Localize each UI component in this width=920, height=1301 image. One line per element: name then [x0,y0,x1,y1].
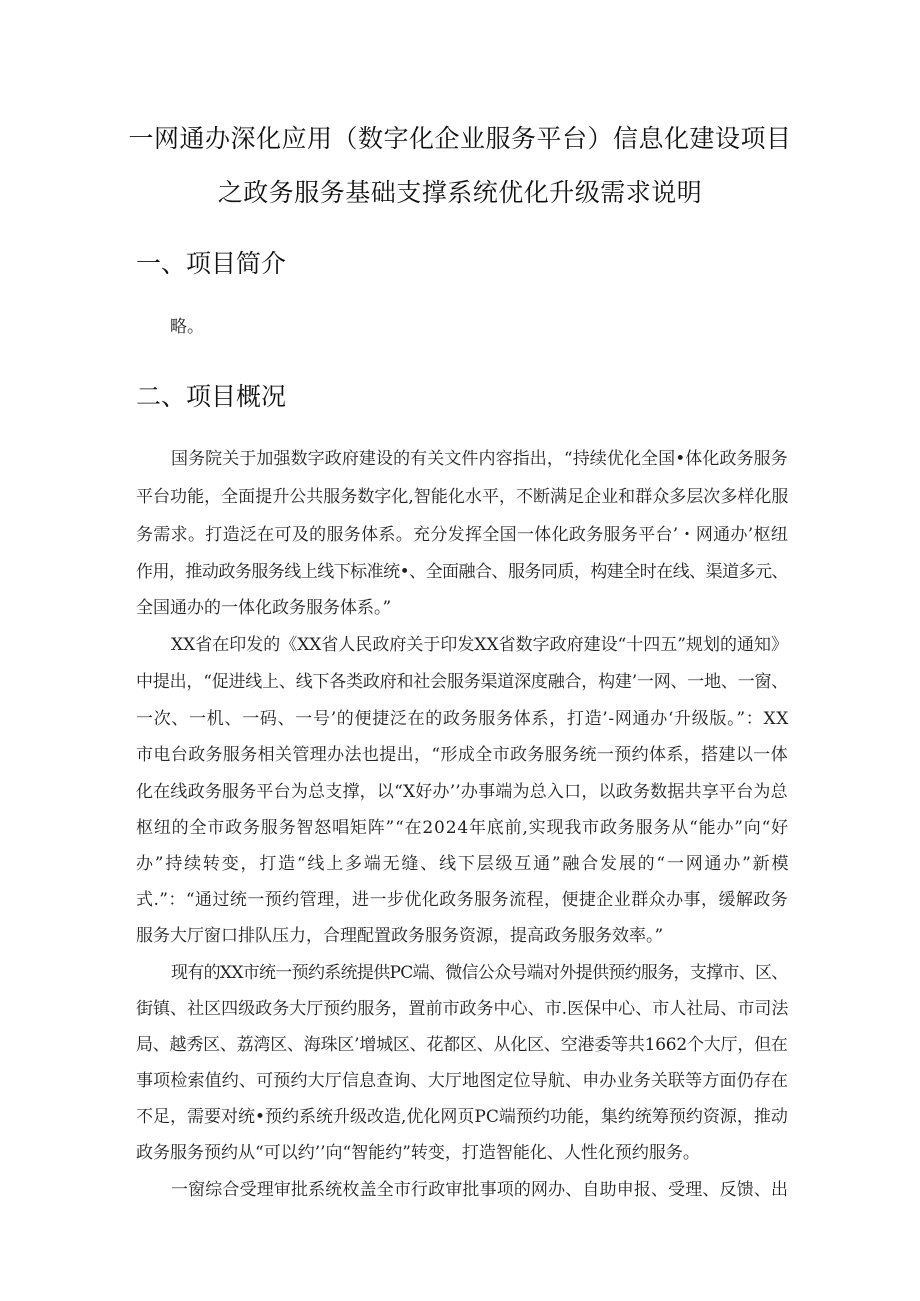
section-heading-overview: 二、项目概况 [136,382,287,411]
section-heading-intro: 一、项目简介 [136,249,287,278]
paragraph-line: 市电台政务服务相关管理办法也提出，“形成全市政务服务统一预约体系，搭建以一体 [136,745,789,765]
paragraph-line: 一窗综合受理审批系统枚盖全市行政审批事项的网办、自助申报、受理、反馈、出 [171,1180,789,1200]
section-intro-body: 略。 [170,317,204,337]
paragraph-line: 服务大厅窗口排队压力，合理配置政务服务资源，提高政务服务效率。” [136,926,664,946]
paragraph-line: 务需求。打造泛在可及的服务体系。充分发挥全国一体化政务服务平台’・网通办’枢纽 [136,525,789,545]
paragraph-line: 式.”：“通过统一预约管理，进一步优化政务服务流程，便捷企业群众办事，缓解政务 [136,890,789,910]
paragraph-line: 街镇、社区四级政务大厅预约服务，置前市政务中心、市.医保中心、市人社局、市司法 [136,999,789,1019]
paragraph-line: 一次、一机、一码、一号’的便捷泛在的政务服务体系，打造’-网通办‘升级版。”：XX [136,709,790,729]
document-title-line-1: 一网通办深化应用（数字化企业服务平台）信息化建设项目 [128,124,792,153]
paragraph-line: 中提出，“促进线上、线下各类政府和社会服务渠道深度融合，构建’一网、一地、一窗、 [136,672,789,692]
paragraph-line: XX省在印发的《XX省人民政府关于印发XX省数字政府建设“十四五”规划的通知》 [171,635,788,655]
paragraph-line: 局、越秀区、荔湾区、海珠区’增城区、花都区、从化区、空港委等共1662个大厅，但在 [136,1035,788,1055]
paragraph-line: 全国通办的一体化政务服务体系。” [136,598,392,618]
paragraph-line: 化在线政务服务平台为总支撑，以“X好办’’办事端为总入口，以政务数据共享平台为总 [136,782,788,802]
paragraph-line: 作用，推动政务服务线上线下标准统•、全面融合、服务同质，构建全时在线、渠道多元、 [136,562,789,582]
paragraph-line: 平台功能，全面提升公共服务数字化,智能化水平，不断满足企业和群众多层次多样化服 [136,487,789,507]
paragraph-line: 政务服务预约从“可以约’’向“智能约”转变，打造智能化、人性化预约服务。 [136,1143,700,1163]
paragraph-line: 现有的XX市统一预约系统提供PC端、微信公众号端对外提供预约服务，支撑市、区、 [171,963,788,983]
paragraph-line: 枢纽的全市政务服务智怒唱矩阵”“在2024年底前,实现我市政务服务从“能办”向“好 [136,818,789,838]
paragraph-line: 办”持续转变，打造“线上多端无缝、线下层级互通”融合发展的“一网通办”新模 [136,854,791,874]
paragraph-line: 不足，需要对统•预约系统升级改造,优化网页PC端预约功能，集约统筹预约资源，推动 [136,1107,788,1127]
paragraph-line: 国务院关于加强数字政府建设的有关文件内容指出，“持续优化全国•体化政务服务 [171,449,788,469]
document-title-line-2: 之政务服务基础支撑系统优化升级需求说明 [217,178,703,207]
paragraph-line: 事项检索值约、可预约大厅信息查询、大厅地图定位导航、申办业务关联等方面仍存在 [136,1071,789,1091]
